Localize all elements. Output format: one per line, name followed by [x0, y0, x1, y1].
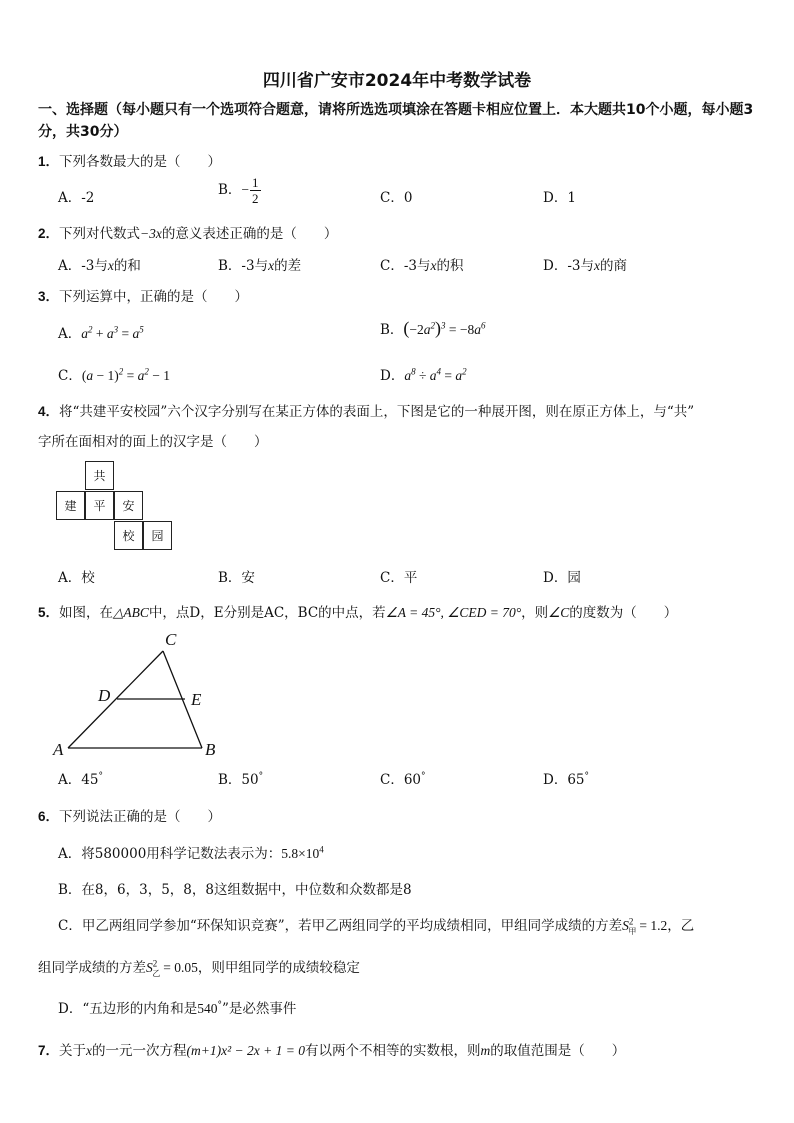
net-cell: 安: [114, 491, 143, 520]
q2-option-a[interactable]: [58, 254, 141, 274]
option-text: B．-3与: [218, 258, 269, 274]
question-4-stem: [38, 400, 694, 420]
math-variable: x: [268, 258, 275, 273]
point-b-label: B: [205, 740, 216, 759]
exponent: 2: [152, 958, 158, 969]
subscript: 甲: [628, 926, 637, 936]
q4-option-b[interactable]: B．安: [218, 570, 255, 586]
question-4-stem-line2: 字所在面相对的面上的汉字是（ ）: [38, 434, 268, 450]
degree-symbol: °: [98, 771, 103, 782]
net-cell: 共: [85, 461, 114, 490]
q2-option-b[interactable]: [218, 254, 301, 274]
minus-sign: −: [241, 182, 250, 197]
degree-symbol: °: [258, 771, 264, 782]
exponent: 4: [319, 844, 324, 855]
q2-option-d[interactable]: [543, 254, 627, 274]
question-number: 4．: [38, 404, 60, 419]
section-header: 一、选择题（每小题只有一个选项符合题意，请将所选选项填涂在答题卡相应位置上．本大题共10个小题，每小题3分，共30分）: [38, 102, 754, 140]
question-text: 的意义表述正确的是（ ）: [161, 226, 338, 242]
point-c-label: C: [165, 630, 177, 649]
degree-symbol: °: [421, 771, 426, 782]
option-text: A．45: [58, 772, 99, 788]
question-number: 6．: [38, 809, 60, 824]
question-text: 有以两个不相等的实数根，则: [304, 1043, 481, 1059]
net-cell: 建: [56, 491, 85, 520]
question-text: 的一元一次方程: [92, 1043, 187, 1059]
question-number: 7．: [38, 1043, 60, 1058]
q6-option-b[interactable]: B．在8，6，3，5，8，8这组数据中，中位数和众数都是8: [58, 882, 412, 898]
option-label: C．: [58, 368, 82, 384]
q4-option-c[interactable]: C．平: [380, 570, 418, 586]
option-text: D．“五边形的内角和是: [58, 1001, 198, 1017]
question-text: 的取值范围是（ ）: [490, 1043, 626, 1059]
point-e-label: E: [191, 690, 202, 709]
math-variable: x: [430, 258, 437, 273]
option-text: C．60: [380, 772, 422, 788]
math-value: = 1.2: [639, 918, 668, 933]
option-label: B．: [380, 322, 404, 338]
degree-symbol: °: [217, 1000, 222, 1011]
math-variable: S: [622, 918, 629, 933]
question-text: ，则: [521, 605, 549, 621]
math-expression: $(a - 1)^2 = a^2 - 1$: [81, 366, 170, 383]
option-label: B．: [218, 182, 242, 198]
option-text: A．将580000用科学记数法表示为：: [58, 846, 282, 862]
question-text: 将“共建平安校园”六个汉字分别写在某正方体的表面上，下图是它的一种展开图，则在原正方体上，与“共”: [59, 404, 695, 420]
option-text: 组同学成绩的方差: [38, 960, 146, 976]
option-text: C．甲乙两组同学参加“环保知识竞赛”，若甲乙两组同学的平均成绩相同，甲组同学成绩的方差: [58, 918, 623, 934]
option-text: C．-3与: [380, 258, 431, 274]
point-a-label: A: [53, 740, 64, 759]
q6-option-c-line2: [38, 956, 360, 976]
fraction-denominator: 2: [252, 191, 259, 206]
option-text: 的和: [113, 258, 141, 274]
option-text: ，则甲组同学的成绩较稳定: [197, 960, 360, 976]
net-cell: 校: [114, 521, 143, 550]
q1-option-d[interactable]: D．1: [543, 190, 576, 206]
math-expression: ∠A = 45°, ∠CED = 70°: [385, 605, 522, 620]
q6-option-c[interactable]: [58, 914, 694, 934]
q3-option-b[interactable]: [380, 318, 486, 339]
q3-option-c[interactable]: [58, 364, 170, 384]
triangle-figure: [50, 625, 230, 760]
q4-option-a[interactable]: A．校: [58, 570, 95, 586]
q1-option-c[interactable]: C．0: [380, 190, 413, 206]
math-variable: x: [107, 258, 114, 273]
question-number: 3．: [38, 289, 60, 304]
math-expression: $a^2 + a^3 = a^5$: [81, 324, 144, 341]
math-value: 540: [197, 1001, 218, 1016]
question-text: 下列说法正确的是（ ）: [59, 809, 222, 825]
option-text: 的积: [436, 258, 464, 274]
math-expression: ∠C: [548, 605, 570, 620]
option-text: B．50: [218, 772, 259, 788]
question-text: 关于: [59, 1043, 87, 1059]
math-value: = 0.05: [163, 960, 198, 975]
q1-option-b[interactable]: [218, 175, 262, 206]
q5-option-d[interactable]: [543, 768, 589, 788]
q3-option-a[interactable]: [58, 322, 144, 342]
math-variable: m: [480, 1043, 491, 1058]
math-expression: △ABC: [113, 605, 149, 620]
option-label: D．: [380, 368, 405, 384]
question-6-stem: [38, 805, 221, 825]
net-cell: 平: [85, 491, 114, 520]
option-label: A．: [58, 326, 82, 342]
question-text: 中，点D，E分别是AC，BC的中点，若: [148, 605, 386, 621]
question-5-stem: [38, 601, 677, 621]
math-expression: 5.8×10: [281, 846, 320, 861]
question-3-stem: [38, 285, 248, 305]
q6-option-d[interactable]: [58, 997, 296, 1017]
question-text: 下列运算中，正确的是（ ）: [59, 289, 249, 305]
q5-option-a[interactable]: [58, 768, 103, 788]
question-text: 下列对代数式: [59, 226, 141, 242]
q2-option-c[interactable]: [380, 254, 463, 274]
q5-option-c[interactable]: [380, 768, 426, 788]
math-variable: x: [593, 258, 600, 273]
subscript: 乙: [152, 968, 161, 978]
question-number: 5．: [38, 605, 60, 620]
option-text: 的差: [274, 258, 302, 274]
fraction: [250, 175, 261, 206]
question-text: 如图，在: [59, 605, 114, 621]
degree-symbol: °: [584, 771, 590, 782]
question-1-stem: [38, 150, 221, 170]
net-cell: 园: [143, 521, 172, 550]
option-text: ，乙: [667, 918, 695, 934]
q5-option-b[interactable]: [218, 768, 263, 788]
option-text: D．-3与: [543, 258, 594, 274]
cube-net-figure: [56, 461, 176, 551]
question-number: 2．: [38, 226, 60, 241]
math-variable: x: [86, 1043, 93, 1058]
math-expression: (m+1)x² − 2x + 1 = 0: [186, 1043, 305, 1058]
option-text: D．65: [543, 772, 585, 788]
question-7-stem: [38, 1039, 625, 1059]
option-text: 的商: [599, 258, 627, 274]
question-number: 1．: [38, 154, 60, 169]
exponent: 2: [628, 916, 634, 927]
q6-option-a[interactable]: [58, 842, 324, 862]
paper-title: 四川省广安市2024年中考数学试卷: [262, 71, 532, 91]
question-text: 的度数为（ ）: [569, 605, 678, 621]
q4-option-d[interactable]: D．园: [543, 570, 581, 586]
math-expression: −3x: [140, 226, 162, 241]
math-expression: $(-2a^2)^3 = -8a^6$: [403, 318, 486, 338]
q1-option-a[interactable]: A．-2: [58, 190, 95, 206]
math-expression: $a^8 \div a^4 = a^2$: [404, 366, 467, 383]
q3-option-d[interactable]: [380, 364, 467, 384]
math-variable: S: [146, 960, 153, 975]
fraction-numerator: 1: [252, 175, 259, 190]
point-d-label: D: [98, 686, 111, 705]
option-text: A．-3与: [58, 258, 108, 274]
question-2-stem: [38, 222, 337, 242]
question-text: 下列各数最大的是（ ）: [59, 154, 222, 170]
option-text: ”是必然事件: [221, 1001, 297, 1017]
